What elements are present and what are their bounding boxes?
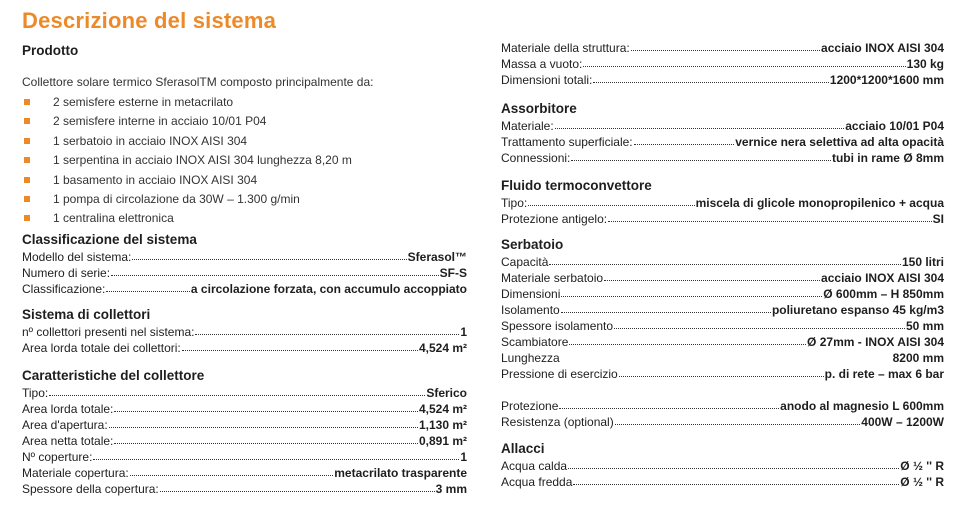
spec-value: 1,130 m² [418,418,467,432]
spec-label: Tipo: [501,196,528,210]
section-serbatoio-extra [501,398,944,430]
spec-value: Ø 600mm – H 850mm [823,287,944,301]
spec-value: SI [932,212,944,226]
dot-leader [109,417,418,428]
spec-row [22,281,467,297]
spec-row [22,465,467,481]
spec-label: Spessore isolamento [501,319,614,333]
dot-leader [132,249,406,260]
spec-value: 1 [460,325,467,339]
section-assorbitore [501,100,944,166]
spec-row [501,414,944,430]
section-heading-serbatoio: Serbatoio [501,237,564,252]
spec-row [501,334,944,350]
dot-leader [106,281,190,292]
bullet-icon [24,215,30,221]
dot-leader [130,465,334,476]
spec-row [22,249,467,265]
dot-leader [160,481,435,492]
spec-label: Materiale serbatoio [501,271,604,285]
list-item-text: 1 pompa di circolazione da 30W – 1.300 g/min [53,191,300,206]
spec-row [501,350,944,366]
spec-value: 1200*1200*1600 mm [829,73,944,87]
spec-value: Sferico [426,386,467,400]
spec-label: Area netta totale: [22,434,114,448]
bullet-icon [24,118,30,124]
section-heading-assorbitore: Assorbitore [501,101,577,116]
list-item-text: 2 semisfere esterne in metacrilato [53,95,234,109]
dot-leader [573,474,899,485]
spec-label: Lunghezza [501,351,560,365]
spec-row [22,481,467,497]
spec-value: Ø 27mm - INOX AISI 304 [807,335,944,349]
spec-row [22,417,467,433]
spec-row [501,398,944,414]
section-prodotto [22,42,467,229]
list-item [22,112,467,131]
list-item-text: 1 basamento in acciaio INOX AISI 304 [53,172,258,187]
spec-row [22,433,467,449]
spec-value: anodo al magnesio L 600mm [780,399,944,413]
prodotto-intro: Collettore solare termico SferasolTM composto principalmente da: [22,75,374,89]
list-item-text: 1 serbatoio in acciaio INOX AISI 304 [53,133,248,148]
list-item [22,151,467,170]
dot-leader [561,350,892,361]
spec-value: a circolazione forzata, con accumulo accoppiato [190,282,467,296]
spec-row [501,118,944,134]
dot-leader [608,211,932,222]
spec-label: Classificazione: [22,282,106,296]
spec-label: nº collettori presenti nel sistema: [22,325,195,339]
spec-value: Ø ½ '' R [900,459,944,473]
spec-value: acciaio INOX AISI 304 [821,41,944,55]
section-heading-prodotto: Prodotto [22,43,79,58]
section-heading-fluido: Fluido termoconvettore [501,178,652,193]
dot-leader [93,449,459,460]
spec-row [501,302,944,318]
spec-row [22,324,467,340]
section-sistema-collettori [22,306,467,356]
spec-row [22,265,467,281]
spec-row [22,401,467,417]
list-item-text: 1 centralina elettronica [53,211,174,226]
spec-label: Spessore della copertura: [22,482,159,496]
bullet-icon [24,157,30,163]
spec-row [501,40,944,56]
dot-leader [571,150,831,161]
spec-value: miscela di glicole monopropilenico + acqua [695,196,944,210]
section-caratteristiche [22,367,467,497]
spec-label: Protezione antigelo: [501,212,608,226]
spec-row [501,150,944,166]
page-title: Descrizione del sistema [22,8,277,33]
section-classificazione [22,231,467,297]
spec-value: metacrilato trasparente [334,466,467,480]
spec-label: Numero di serie: [22,266,111,280]
spec-row [501,56,944,72]
list-item [22,93,467,112]
bullet-icon [24,138,30,144]
section-allacci [501,440,944,490]
dot-leader [634,134,735,145]
section-fluido [501,177,944,227]
spec-row [501,318,944,334]
spec-value: Ø ½ '' R [900,475,944,489]
spec-label: Area lorda totale: [22,402,114,416]
spec-row [501,254,944,270]
spec-label: Tipo: [22,386,49,400]
dot-leader [615,414,861,425]
section-heading-sistema-collettori: Sistema di collettori [22,307,151,322]
dot-leader [561,302,771,313]
dot-leader [619,366,824,377]
spec-value: 4,524 m² [418,341,467,355]
dot-leader [114,401,418,412]
spec-label: Acqua fredda [501,475,573,489]
spec-label: Scambiatore [501,335,569,349]
spec-value: p. di rete – max 6 bar [824,367,944,381]
prodotto-list [22,93,467,229]
dot-leader [559,398,779,409]
bullet-icon [24,99,30,105]
dot-leader [614,318,905,329]
list-item-text: 2 semisfere interne in acciaio 10/01 P04 [53,114,267,129]
list-item [22,209,467,228]
spec-label: Materiale della struttura: [501,41,630,55]
spec-value: Sferasol™ [407,250,467,264]
spec-label: Dimensioni [501,287,561,301]
list-item [22,132,467,151]
spec-value: 130 kg [906,57,944,71]
spec-row [501,195,944,211]
list-item [22,190,467,209]
spec-label: Massa a vuoto: [501,57,583,71]
dot-leader [583,56,905,67]
spec-value: 1 [460,450,467,464]
spec-row [501,474,944,490]
section-struttura [501,40,944,88]
bullet-icon [24,196,30,202]
spec-value: acciaio INOX AISI 304 [821,271,944,285]
spec-row [501,270,944,286]
dot-leader [604,270,820,281]
spec-value: SF-S [439,266,467,280]
section-heading-classificazione: Classificazione del sistema [22,232,197,247]
list-item-text: 1 serpentina in acciaio INOX AISI 304 lunghezza 8,20 m [53,153,352,168]
spec-label: Protezione [501,399,559,413]
spec-value: 400W – 1200W [861,415,944,429]
spec-label: Dimensioni totali: [501,73,593,87]
spec-label: Trattamento superficiale: [501,135,633,149]
spec-label: Modello del sistema: [22,250,132,264]
spec-label: Area lorda totale dei collettori: [22,341,181,355]
dot-leader [555,118,845,129]
dot-leader [195,324,459,335]
spec-value: poliuretano espanso 45 kg/m3 [771,303,944,317]
spec-value: acciaio 10/01 P04 [845,119,944,133]
spec-row [501,72,944,88]
spec-value: 8200 mm [892,351,944,365]
dot-leader [593,72,829,83]
spec-row [22,385,467,401]
spec-row [501,134,944,150]
spec-label: Acqua calda [501,459,568,473]
dot-leader [549,254,901,265]
spec-label: Connessioni: [501,151,571,165]
spec-value: 50 mm [905,319,944,333]
spec-label: Materiale: [501,119,554,133]
spec-row [501,458,944,474]
spec-value: tubi in rame Ø 8mm [831,151,944,165]
spec-row [501,366,944,382]
section-serbatoio [501,236,944,382]
spec-value: 150 litri [901,255,944,269]
dot-leader [528,195,694,206]
spec-value: 3 mm [435,482,467,496]
list-item [22,171,467,190]
section-heading-allacci: Allacci [501,441,545,456]
spec-value: 4,524 m² [418,402,467,416]
dot-leader [561,286,822,297]
dot-leader [568,458,899,469]
dot-leader [111,265,439,276]
spec-row [22,449,467,465]
spec-label: Resistenza (optional) [501,415,614,429]
spec-label: Nº coperture: [22,450,93,464]
bullet-icon [24,177,30,183]
spec-label: Isolamento [501,303,560,317]
spec-row [22,340,467,356]
spec-row [501,286,944,302]
section-heading-caratteristiche: Caratteristiche del collettore [22,368,205,383]
dot-leader [49,385,425,396]
spec-value: vernice nera selettiva ad alta opacità [735,135,944,149]
dot-leader [114,433,418,444]
spec-row [501,211,944,227]
dot-leader [182,340,418,351]
spec-value: 0,891 m² [418,434,467,448]
dot-leader [631,40,820,51]
spec-label: Capacità [501,255,549,269]
spec-label: Materiale copertura: [22,466,129,480]
spec-label: Pressione di esercizio [501,367,618,381]
dot-leader [569,334,806,345]
spec-label: Area d'apertura: [22,418,108,432]
